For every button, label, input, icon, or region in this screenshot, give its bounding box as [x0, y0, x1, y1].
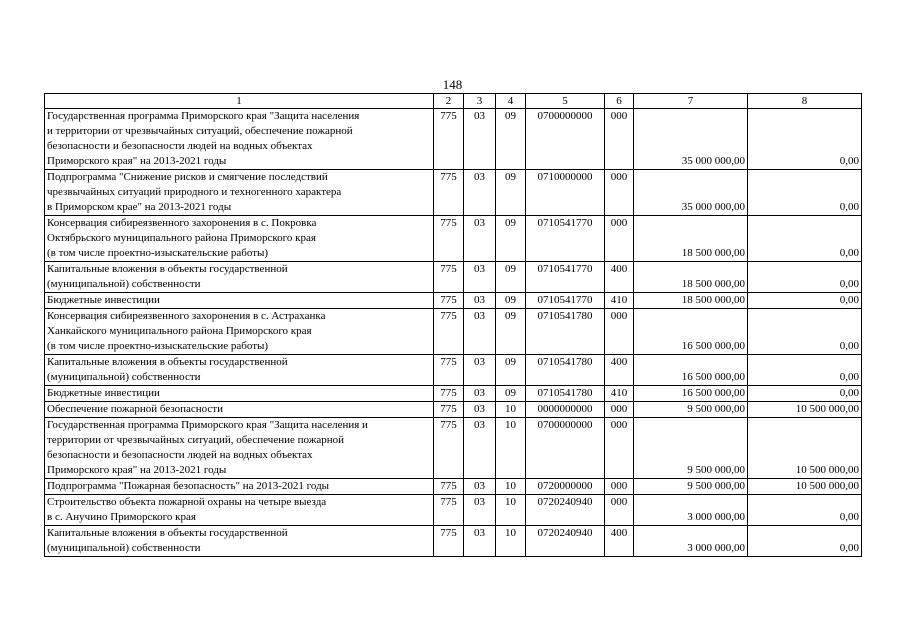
code-cell: 775	[434, 170, 464, 216]
amount-cell: 9 500 000,00	[634, 479, 748, 495]
code-cell: 09	[496, 293, 526, 309]
row-name: Обеспечение пожарной безопасности	[45, 402, 434, 418]
code-cell: 03	[464, 355, 496, 386]
amount-cell: 3 000 000,00	[634, 526, 748, 557]
code-cell: 09	[496, 355, 526, 386]
row-name: Капитальные вложения в объекты государственной (муниципальной) собственности	[45, 262, 434, 293]
code-cell: 0710541780	[526, 386, 605, 402]
code-cell: 09	[496, 109, 526, 170]
code-cell: 0710541780	[526, 355, 605, 386]
table-row	[45, 402, 862, 418]
code-cell: 09	[496, 262, 526, 293]
amount-cell: 35 000 000,00	[634, 109, 748, 170]
code-cell: 775	[434, 495, 464, 526]
column-header: 1	[45, 94, 434, 109]
row-name: Капитальные вложения в объекты государственной (муниципальной) собственности	[45, 355, 434, 386]
amount-cell: 10 500 000,00	[748, 402, 862, 418]
code-cell: 775	[434, 109, 464, 170]
code-cell: 775	[434, 402, 464, 418]
code-cell: 0000000000	[526, 402, 605, 418]
code-cell: 410	[605, 293, 634, 309]
code-cell: 775	[434, 418, 464, 479]
table-row	[45, 355, 862, 386]
code-cell: 775	[434, 526, 464, 557]
code-cell: 0720000000	[526, 479, 605, 495]
amount-cell: 10 500 000,00	[748, 418, 862, 479]
amount-cell: 0,00	[748, 386, 862, 402]
table-row	[45, 418, 862, 479]
code-cell: 10	[496, 479, 526, 495]
code-cell: 03	[464, 109, 496, 170]
column-header: 5	[526, 94, 605, 109]
code-cell: 0710541780	[526, 309, 605, 355]
amount-cell: 18 500 000,00	[634, 293, 748, 309]
table-row	[45, 170, 862, 216]
amount-cell: 0,00	[748, 309, 862, 355]
column-header: 8	[748, 94, 862, 109]
code-cell: 09	[496, 309, 526, 355]
code-cell: 400	[605, 355, 634, 386]
budget-table	[44, 93, 862, 557]
code-cell: 09	[496, 216, 526, 262]
code-cell: 000	[605, 479, 634, 495]
code-cell: 000	[605, 109, 634, 170]
page-number: 148	[442, 77, 463, 92]
code-cell: 000	[605, 418, 634, 479]
amount-cell: 0,00	[748, 355, 862, 386]
code-cell: 0710000000	[526, 170, 605, 216]
row-name: Подпрограмма "Снижение рисков и смягчение последствий чрезвычайных ситуаций природного и техногенного характера в Приморском крае" на 2013-2021 годы	[45, 170, 434, 216]
amount-cell: 16 500 000,00	[634, 355, 748, 386]
code-cell: 000	[605, 402, 634, 418]
code-cell: 0720240940	[526, 526, 605, 557]
header-row	[45, 94, 862, 109]
table-row	[45, 479, 862, 495]
row-name: Государственная программа Приморского края "Защита населения и территории от чрезвычайных ситуаций, обеспечение пожарной безопасности и безопасности людей на водных объектах Приморского края" на 2013-2021 годы	[45, 109, 434, 170]
table-row	[45, 216, 862, 262]
column-header: 3	[464, 94, 496, 109]
row-name: Консервация сибиреязвенного захоронения в с. Покровка Октябрьского муниципального района Приморского края (в том числе проектно-изыскательские работы)	[45, 216, 434, 262]
row-name: Капитальные вложения в объекты государственной (муниципальной) собственности	[45, 526, 434, 557]
table-row	[45, 495, 862, 526]
code-cell: 775	[434, 309, 464, 355]
table-row	[45, 262, 862, 293]
code-cell: 10	[496, 495, 526, 526]
code-cell: 400	[605, 526, 634, 557]
code-cell: 775	[434, 386, 464, 402]
table-row	[45, 309, 862, 355]
code-cell: 03	[464, 293, 496, 309]
amount-cell: 9 500 000,00	[634, 402, 748, 418]
code-cell: 10	[496, 402, 526, 418]
amount-cell: 16 500 000,00	[634, 386, 748, 402]
code-cell: 03	[464, 418, 496, 479]
code-cell: 03	[464, 386, 496, 402]
table-row	[45, 109, 862, 170]
amount-cell: 0,00	[748, 526, 862, 557]
column-header: 7	[634, 94, 748, 109]
code-cell: 400	[605, 262, 634, 293]
code-cell: 775	[434, 479, 464, 495]
code-cell: 000	[605, 170, 634, 216]
code-cell: 03	[464, 309, 496, 355]
row-name: Строительство объекта пожарной охраны на четыре выезда в с. Анучино Приморского края	[45, 495, 434, 526]
row-name: Подпрограмма "Пожарная безопасность" на 2013-2021 годы	[45, 479, 434, 495]
column-header: 2	[434, 94, 464, 109]
amount-cell: 18 500 000,00	[634, 262, 748, 293]
amount-cell: 16 500 000,00	[634, 309, 748, 355]
table-row	[45, 386, 862, 402]
code-cell: 775	[434, 262, 464, 293]
amount-cell: 0,00	[748, 293, 862, 309]
column-header: 6	[605, 94, 634, 109]
code-cell: 775	[434, 355, 464, 386]
code-cell: 0700000000	[526, 109, 605, 170]
row-name: Бюджетные инвестиции	[45, 386, 434, 402]
amount-cell: 10 500 000,00	[748, 479, 862, 495]
code-cell: 000	[605, 495, 634, 526]
table-row	[45, 293, 862, 309]
code-cell: 03	[464, 402, 496, 418]
code-cell: 775	[434, 216, 464, 262]
code-cell: 0710541770	[526, 293, 605, 309]
code-cell: 09	[496, 170, 526, 216]
code-cell: 0710541770	[526, 262, 605, 293]
amount-cell: 0,00	[748, 109, 862, 170]
amount-cell: 0,00	[748, 216, 862, 262]
row-name: Государственная программа Приморского края "Защита населения и территории от чрезвычайных ситуаций, обеспечение пожарной безопасности и безопасности людей на водных объектах Приморского края" на 2013-2021 годы	[45, 418, 434, 479]
code-cell: 000	[605, 309, 634, 355]
amount-cell: 0,00	[748, 262, 862, 293]
row-name: Консервация сибиреязвенного захоронения в с. Астраханка Ханкайского муниципального района Приморского края (в том числе проектно-изыскательские работы)	[45, 309, 434, 355]
code-cell: 775	[434, 293, 464, 309]
amount-cell: 0,00	[748, 495, 862, 526]
code-cell: 09	[496, 386, 526, 402]
code-cell: 000	[605, 216, 634, 262]
code-cell: 03	[464, 170, 496, 216]
code-cell: 03	[464, 216, 496, 262]
row-name: Бюджетные инвестиции	[45, 293, 434, 309]
amount-cell: 3 000 000,00	[634, 495, 748, 526]
amount-cell: 35 000 000,00	[634, 170, 748, 216]
table-row	[45, 526, 862, 557]
code-cell: 0700000000	[526, 418, 605, 479]
code-cell: 0710541770	[526, 216, 605, 262]
code-cell: 10	[496, 418, 526, 479]
column-header: 4	[496, 94, 526, 109]
code-cell: 03	[464, 495, 496, 526]
amount-cell: 0,00	[748, 170, 862, 216]
code-cell: 03	[464, 262, 496, 293]
code-cell: 03	[464, 479, 496, 495]
amount-cell: 9 500 000,00	[634, 418, 748, 479]
code-cell: 03	[464, 526, 496, 557]
code-cell: 0720240940	[526, 495, 605, 526]
amount-cell: 18 500 000,00	[634, 216, 748, 262]
code-cell: 410	[605, 386, 634, 402]
code-cell: 10	[496, 526, 526, 557]
